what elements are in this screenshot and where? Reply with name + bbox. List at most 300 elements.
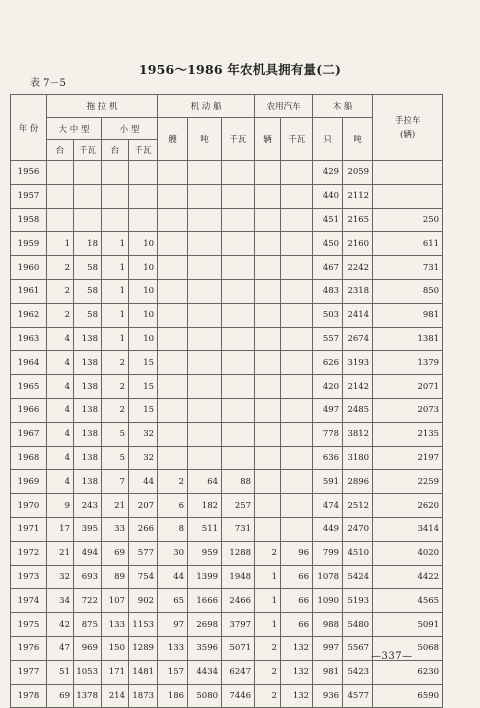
value-cell: 1873: [129, 684, 158, 708]
value-cell: 1: [102, 279, 129, 303]
value-cell: 997: [313, 636, 343, 660]
value-cell: [188, 351, 222, 375]
value-cell: 10: [129, 232, 158, 256]
value-cell: 395: [74, 517, 102, 541]
value-cell: 2674: [343, 327, 373, 351]
value-cell: 66: [281, 565, 313, 589]
year-cell: 1978: [11, 684, 47, 708]
value-cell: 32: [129, 422, 158, 446]
year-cell: 1969: [11, 470, 47, 494]
year-cell: 1966: [11, 398, 47, 422]
header-unit-dun: 吨: [188, 118, 222, 161]
value-cell: 157: [158, 660, 188, 684]
value-cell: 2: [255, 541, 281, 565]
value-cell: [74, 161, 102, 185]
value-cell: 722: [74, 589, 102, 613]
value-cell: 3193: [343, 351, 373, 375]
header-tractor-small: 小 型: [102, 118, 158, 140]
header-unit-liang: 辆: [255, 118, 281, 161]
value-cell: 1288: [222, 541, 255, 565]
value-cell: 150: [102, 636, 129, 660]
value-cell: 3596: [188, 636, 222, 660]
value-cell: [158, 446, 188, 470]
value-cell: 2142: [343, 375, 373, 399]
value-cell: [255, 398, 281, 422]
value-cell: 636: [313, 446, 343, 470]
value-cell: 450: [313, 232, 343, 256]
value-cell: 243: [74, 494, 102, 518]
value-cell: 577: [129, 541, 158, 565]
value-cell: 266: [129, 517, 158, 541]
value-cell: [158, 256, 188, 280]
value-cell: [255, 327, 281, 351]
value-cell: 17: [47, 517, 74, 541]
value-cell: 611: [373, 232, 443, 256]
year-cell: 1957: [11, 184, 47, 208]
value-cell: [188, 161, 222, 185]
value-cell: 1: [102, 327, 129, 351]
value-cell: 7446: [222, 684, 255, 708]
table-row: [11, 208, 443, 232]
value-cell: 2896: [343, 470, 373, 494]
value-cell: 4: [47, 327, 74, 351]
value-cell: 32: [129, 446, 158, 470]
value-cell: 2071: [373, 375, 443, 399]
value-cell: 1948: [222, 565, 255, 589]
value-cell: 4565: [373, 589, 443, 613]
value-cell: 2: [102, 375, 129, 399]
value-cell: 21: [102, 494, 129, 518]
value-cell: [158, 422, 188, 446]
table-row: [11, 684, 443, 708]
value-cell: 2470: [343, 517, 373, 541]
value-cell: 2135: [373, 422, 443, 446]
table-body: [11, 161, 443, 708]
value-cell: 186: [158, 684, 188, 708]
value-cell: 4: [47, 375, 74, 399]
value-cell: [188, 232, 222, 256]
value-cell: 69: [47, 684, 74, 708]
value-cell: [255, 422, 281, 446]
value-cell: 467: [313, 256, 343, 280]
value-cell: [188, 398, 222, 422]
value-cell: [222, 208, 255, 232]
value-cell: [129, 184, 158, 208]
table-number: 表 7－5: [30, 78, 66, 89]
value-cell: 250: [373, 208, 443, 232]
value-cell: [255, 375, 281, 399]
value-cell: 1399: [188, 565, 222, 589]
value-cell: 731: [222, 517, 255, 541]
value-cell: [255, 232, 281, 256]
value-cell: 5424: [343, 565, 373, 589]
value-cell: [281, 446, 313, 470]
value-cell: 6: [158, 494, 188, 518]
value-cell: 2: [102, 398, 129, 422]
table-row: [11, 351, 443, 375]
value-cell: [373, 161, 443, 185]
value-cell: [158, 232, 188, 256]
year-cell: 1976: [11, 636, 47, 660]
table-row: [11, 375, 443, 399]
value-cell: 2242: [343, 256, 373, 280]
value-cell: 2: [47, 303, 74, 327]
value-cell: 214: [102, 684, 129, 708]
value-cell: [255, 517, 281, 541]
table-title: 1956～1986 年农机具拥有量(二): [138, 62, 342, 77]
value-cell: 257: [222, 494, 255, 518]
header-unit-kw: 千瓦: [74, 140, 102, 161]
value-cell: 2059: [343, 161, 373, 185]
value-cell: 1: [102, 232, 129, 256]
value-cell: 1: [47, 232, 74, 256]
value-cell: 7: [102, 470, 129, 494]
value-cell: 1381: [373, 327, 443, 351]
value-cell: 4: [47, 422, 74, 446]
value-cell: [129, 208, 158, 232]
value-cell: [47, 208, 74, 232]
value-cell: 2318: [343, 279, 373, 303]
value-cell: 5091: [373, 613, 443, 637]
value-cell: 731: [373, 256, 443, 280]
value-cell: 449: [313, 517, 343, 541]
value-cell: 4577: [343, 684, 373, 708]
table-row: [11, 565, 443, 589]
value-cell: [281, 470, 313, 494]
value-cell: 6230: [373, 660, 443, 684]
value-cell: 2698: [188, 613, 222, 637]
value-cell: 58: [74, 303, 102, 327]
value-cell: [255, 494, 281, 518]
value-cell: [188, 279, 222, 303]
value-cell: 988: [313, 613, 343, 637]
value-cell: 132: [281, 684, 313, 708]
value-cell: 1: [102, 303, 129, 327]
value-cell: [222, 161, 255, 185]
value-cell: 138: [74, 327, 102, 351]
value-cell: 4422: [373, 565, 443, 589]
value-cell: 89: [102, 565, 129, 589]
value-cell: [281, 256, 313, 280]
header-unit-sou: 艘: [158, 118, 188, 161]
value-cell: [222, 446, 255, 470]
table-row: [11, 184, 443, 208]
value-cell: [222, 279, 255, 303]
year-cell: 1974: [11, 589, 47, 613]
value-cell: 207: [129, 494, 158, 518]
value-cell: [281, 208, 313, 232]
value-cell: 4: [47, 446, 74, 470]
year-cell: 1967: [11, 422, 47, 446]
value-cell: 981: [313, 660, 343, 684]
value-cell: 1: [255, 613, 281, 637]
year-cell: 1977: [11, 660, 47, 684]
value-cell: [102, 208, 129, 232]
header-handcart: [373, 95, 443, 161]
value-cell: 97: [158, 613, 188, 637]
value-cell: 969: [74, 636, 102, 660]
value-cell: 65: [158, 589, 188, 613]
value-cell: 429: [313, 161, 343, 185]
header-unit-dun: 吨: [343, 118, 373, 161]
value-cell: 626: [313, 351, 343, 375]
value-cell: 2512: [343, 494, 373, 518]
value-cell: [281, 232, 313, 256]
table-row: [11, 232, 443, 256]
header-tractor: 拖 拉 机: [47, 95, 158, 118]
value-cell: [188, 446, 222, 470]
value-cell: [281, 494, 313, 518]
value-cell: [281, 184, 313, 208]
table-row: [11, 470, 443, 494]
value-cell: [158, 184, 188, 208]
value-cell: 182: [188, 494, 222, 518]
value-cell: 2466: [222, 589, 255, 613]
value-cell: [222, 327, 255, 351]
value-cell: 1153: [129, 613, 158, 637]
value-cell: 2: [158, 470, 188, 494]
value-cell: [102, 184, 129, 208]
value-cell: 754: [129, 565, 158, 589]
value-cell: 1053: [74, 660, 102, 684]
table-row: [11, 517, 443, 541]
value-cell: [47, 161, 74, 185]
value-cell: 15: [129, 375, 158, 399]
value-cell: 2: [102, 351, 129, 375]
value-cell: [188, 256, 222, 280]
value-cell: 2: [255, 660, 281, 684]
value-cell: 9: [47, 494, 74, 518]
value-cell: 497: [313, 398, 343, 422]
value-cell: [222, 184, 255, 208]
value-cell: 4: [47, 398, 74, 422]
header-year: 年 份: [11, 95, 47, 161]
value-cell: [158, 161, 188, 185]
year-cell: 1964: [11, 351, 47, 375]
year-cell: 1971: [11, 517, 47, 541]
value-cell: [129, 161, 158, 185]
header-handcart-label: 手拉车: [394, 115, 421, 126]
value-cell: [47, 184, 74, 208]
value-cell: [255, 303, 281, 327]
value-cell: [74, 184, 102, 208]
header-unit-kw: 千瓦: [281, 118, 313, 161]
value-cell: 591: [313, 470, 343, 494]
value-cell: 15: [129, 398, 158, 422]
value-cell: 1481: [129, 660, 158, 684]
value-cell: 2: [255, 636, 281, 660]
value-cell: 959: [188, 541, 222, 565]
value-cell: [255, 256, 281, 280]
value-cell: 494: [74, 541, 102, 565]
value-cell: 2073: [373, 398, 443, 422]
year-cell: 1970: [11, 494, 47, 518]
value-cell: 18: [74, 232, 102, 256]
year-cell: 1956: [11, 161, 47, 185]
value-cell: [188, 327, 222, 351]
value-cell: 2160: [343, 232, 373, 256]
value-cell: 5423: [343, 660, 373, 684]
value-cell: [158, 303, 188, 327]
value-cell: 133: [158, 636, 188, 660]
table-row: [11, 327, 443, 351]
value-cell: 902: [129, 589, 158, 613]
value-cell: 132: [281, 660, 313, 684]
header-unit-zhi: 只: [313, 118, 343, 161]
value-cell: 10: [129, 327, 158, 351]
value-cell: 474: [313, 494, 343, 518]
value-cell: 511: [188, 517, 222, 541]
year-cell: 1965: [11, 375, 47, 399]
value-cell: 132: [281, 636, 313, 660]
value-cell: 4510: [343, 541, 373, 565]
value-cell: [158, 279, 188, 303]
value-cell: [222, 422, 255, 446]
header-handcart-unit: (辆): [400, 129, 416, 140]
value-cell: 10: [129, 303, 158, 327]
value-cell: 2259: [373, 470, 443, 494]
value-cell: 1: [255, 565, 281, 589]
header-farm-truck: 农用汽车: [255, 95, 313, 118]
value-cell: [281, 422, 313, 446]
value-cell: [188, 375, 222, 399]
value-cell: 1: [255, 589, 281, 613]
value-cell: 69: [102, 541, 129, 565]
value-cell: 850: [373, 279, 443, 303]
value-cell: 107: [102, 589, 129, 613]
value-cell: 1379: [373, 351, 443, 375]
value-cell: 44: [129, 470, 158, 494]
table-row: [11, 398, 443, 422]
value-cell: [255, 161, 281, 185]
header-wood-boat: 木 船: [313, 95, 373, 118]
value-cell: 66: [281, 613, 313, 637]
value-cell: [74, 208, 102, 232]
value-cell: 1289: [129, 636, 158, 660]
value-cell: 10: [129, 279, 158, 303]
value-cell: [158, 375, 188, 399]
value-cell: 3812: [343, 422, 373, 446]
value-cell: [188, 303, 222, 327]
value-cell: 451: [313, 208, 343, 232]
value-cell: 875: [74, 613, 102, 637]
value-cell: 2: [47, 279, 74, 303]
year-cell: 1960: [11, 256, 47, 280]
value-cell: 138: [74, 470, 102, 494]
value-cell: 58: [74, 279, 102, 303]
header-unit-tai: 台: [102, 140, 129, 161]
value-cell: 4: [47, 351, 74, 375]
value-cell: 138: [74, 398, 102, 422]
year-cell: 1973: [11, 565, 47, 589]
table-row: [11, 494, 443, 518]
value-cell: 33: [102, 517, 129, 541]
value-cell: 138: [74, 375, 102, 399]
value-cell: [158, 327, 188, 351]
value-cell: 32: [47, 565, 74, 589]
year-cell: 1961: [11, 279, 47, 303]
value-cell: 981: [373, 303, 443, 327]
table-row: [11, 422, 443, 446]
year-cell: 1959: [11, 232, 47, 256]
farm-machinery-table: [10, 94, 443, 708]
value-cell: [222, 303, 255, 327]
value-cell: [188, 184, 222, 208]
value-cell: [255, 446, 281, 470]
value-cell: 64: [188, 470, 222, 494]
value-cell: [281, 351, 313, 375]
value-cell: 88: [222, 470, 255, 494]
value-cell: 440: [313, 184, 343, 208]
value-cell: [188, 208, 222, 232]
value-cell: 44: [158, 565, 188, 589]
value-cell: 21: [47, 541, 74, 565]
header-unit-kw: 千瓦: [222, 118, 255, 161]
header-unit-tai: 台: [47, 140, 74, 161]
value-cell: 2: [47, 256, 74, 280]
value-cell: 1090: [313, 589, 343, 613]
value-cell: 133: [102, 613, 129, 637]
value-cell: 3180: [343, 446, 373, 470]
value-cell: 5: [102, 422, 129, 446]
value-cell: 5068: [373, 636, 443, 660]
value-cell: 2197: [373, 446, 443, 470]
year-cell: 1958: [11, 208, 47, 232]
page-number: —337—: [371, 651, 413, 662]
value-cell: 2414: [343, 303, 373, 327]
value-cell: [158, 398, 188, 422]
value-cell: [281, 375, 313, 399]
value-cell: 51: [47, 660, 74, 684]
value-cell: 138: [74, 446, 102, 470]
value-cell: [281, 279, 313, 303]
value-cell: 4434: [188, 660, 222, 684]
value-cell: [255, 279, 281, 303]
value-cell: 420: [313, 375, 343, 399]
value-cell: [255, 208, 281, 232]
value-cell: 3797: [222, 613, 255, 637]
table-row: [11, 613, 443, 637]
value-cell: 1378: [74, 684, 102, 708]
value-cell: [255, 470, 281, 494]
value-cell: [281, 398, 313, 422]
year-cell: 1962: [11, 303, 47, 327]
value-cell: 138: [74, 422, 102, 446]
value-cell: 66: [281, 589, 313, 613]
value-cell: 15: [129, 351, 158, 375]
value-cell: 483: [313, 279, 343, 303]
value-cell: [281, 161, 313, 185]
value-cell: 3414: [373, 517, 443, 541]
table-row: [11, 161, 443, 185]
value-cell: 1078: [313, 565, 343, 589]
value-cell: 2165: [343, 208, 373, 232]
year-cell: 1972: [11, 541, 47, 565]
value-cell: 2112: [343, 184, 373, 208]
header-tractor-large: 大 中 型: [47, 118, 102, 140]
value-cell: 1: [102, 256, 129, 280]
table-row: [11, 303, 443, 327]
value-cell: 5480: [343, 613, 373, 637]
value-cell: 693: [74, 565, 102, 589]
value-cell: 4: [47, 470, 74, 494]
value-cell: 42: [47, 613, 74, 637]
value-cell: [281, 517, 313, 541]
value-cell: 5567: [343, 636, 373, 660]
value-cell: [222, 256, 255, 280]
header-motor-boat: 机 动 船: [158, 95, 255, 118]
value-cell: [222, 351, 255, 375]
